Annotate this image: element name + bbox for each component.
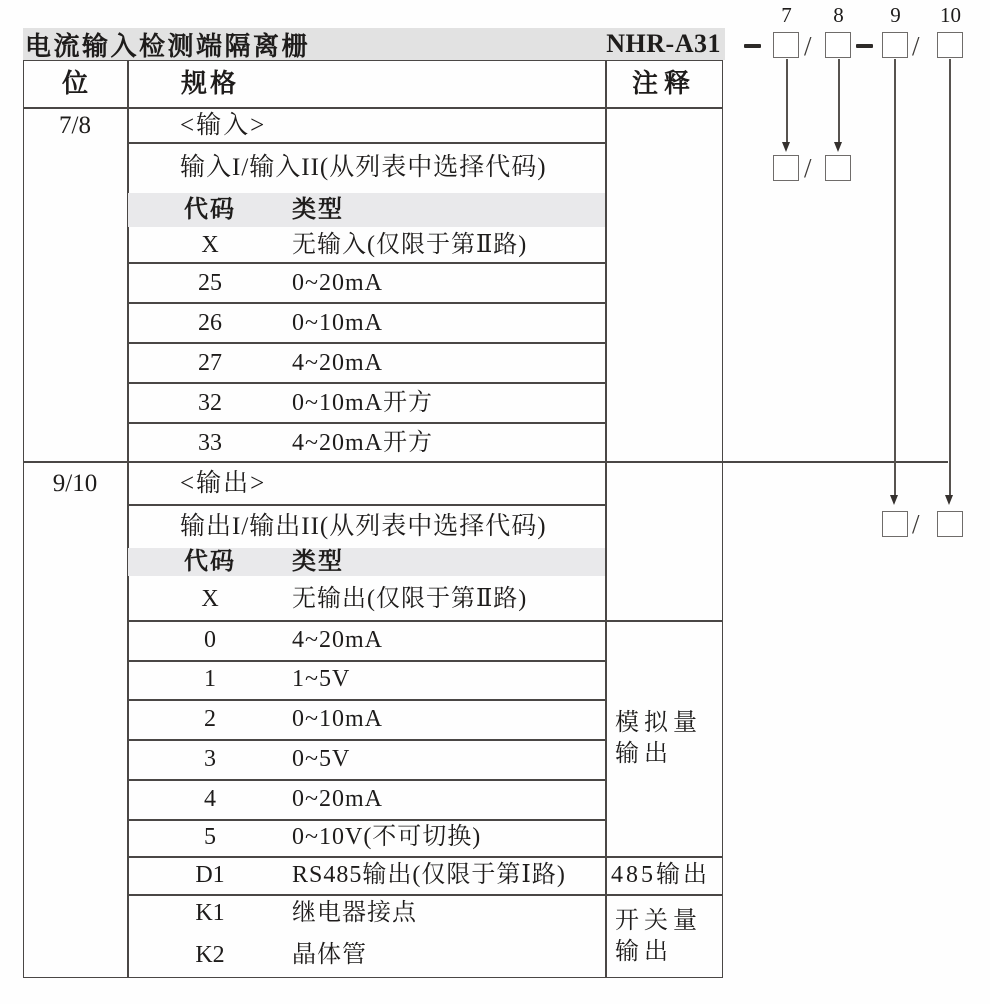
code-header-type: 类型 <box>292 549 344 575</box>
column-header-spec: 规格 <box>181 69 240 98</box>
note-line: 输出 <box>615 741 673 767</box>
slash-separator: / <box>912 509 920 539</box>
group-label-output: <输出> <box>180 470 267 497</box>
type-cell: 无输出(仅限于第Ⅱ路) <box>292 586 528 612</box>
output-code-box-II <box>937 511 963 537</box>
digit-label-7: 7 <box>781 3 792 27</box>
code-box-8 <box>825 32 851 58</box>
leader-line-9 <box>894 59 896 496</box>
type-cell: 4~20mA <box>292 627 383 653</box>
code-header-code: 代码 <box>184 197 236 223</box>
note-line: 模拟量 <box>615 710 702 736</box>
type-cell: 0~10mA <box>292 310 383 336</box>
note-line: 开关量 <box>615 907 702 934</box>
type-cell: 4~20mA开方 <box>292 430 433 456</box>
leader-line-7 <box>786 59 788 143</box>
code-cell: 32 <box>198 390 222 416</box>
code-cell: 4 <box>204 786 216 812</box>
section-rule-extended <box>23 461 948 463</box>
note-analog-output <box>605 622 723 856</box>
code-cell: 25 <box>198 270 222 296</box>
code-cell: 5 <box>204 824 216 850</box>
slash-separator: / <box>804 153 812 183</box>
slash-separator: / <box>912 31 920 61</box>
position-label: 7/8 <box>59 112 91 139</box>
arrowhead-down <box>890 495 898 505</box>
type-cell: RS485输出(仅限于第Ⅰ路) <box>292 862 566 888</box>
instruction-input: 输入I/输入II(从列表中选择代码) <box>180 154 547 181</box>
column-header-position: 位 <box>61 69 88 98</box>
instruction-output: 输出I/输出II(从列表中选择代码) <box>180 513 547 540</box>
header-rule <box>23 107 723 109</box>
page-title: 电流输入检测端隔离栅 <box>25 31 311 61</box>
type-cell: 0~5V <box>292 746 351 772</box>
type-cell: 0~10V(不可切换) <box>292 824 482 850</box>
code-box-10 <box>937 32 963 58</box>
code-cell: X <box>201 586 219 612</box>
type-cell: 晶体管 <box>292 942 367 968</box>
dash-separator <box>856 44 873 48</box>
type-cell: 0~20mA <box>292 786 383 812</box>
arrowhead-down <box>945 495 953 505</box>
code-cell: X <box>201 232 219 258</box>
leader-line-8 <box>838 59 840 143</box>
input-code-box-I <box>773 155 799 181</box>
code-cell: 1 <box>204 666 216 692</box>
code-box-7 <box>773 32 799 58</box>
type-cell: 4~20mA <box>292 350 383 376</box>
arrowhead-down <box>834 142 842 152</box>
dash-separator <box>744 44 761 48</box>
type-cell: 0~20mA <box>292 270 383 296</box>
group-label-input: <输入> <box>180 112 267 139</box>
code-cell: 26 <box>198 310 222 336</box>
leader-line-10 <box>949 59 951 496</box>
type-cell: 0~10mA <box>292 706 383 732</box>
code-cell: K2 <box>195 942 225 968</box>
digit-label-8: 8 <box>833 3 844 27</box>
note-switch-output <box>605 895 723 978</box>
code-header-code: 代码 <box>184 549 236 575</box>
code-cell: 27 <box>198 350 222 376</box>
type-cell: 继电器接点 <box>292 900 417 926</box>
code-box-9 <box>882 32 908 58</box>
input-code-box-II <box>825 155 851 181</box>
column-header-note: 注释 <box>631 69 696 98</box>
code-cell: D1 <box>195 862 225 888</box>
type-cell: 1~5V <box>292 666 351 692</box>
code-cell: 33 <box>198 430 222 456</box>
type-cell: 无输入(仅限于第Ⅱ路) <box>292 232 528 258</box>
code-cell: 0 <box>204 627 216 653</box>
arrowhead-down <box>782 142 790 152</box>
digit-label-10: 10 <box>940 3 961 27</box>
output-code-box-I <box>882 511 908 537</box>
slash-separator: / <box>804 31 812 61</box>
title-bar <box>23 28 725 60</box>
note-485-output: 485输出 <box>611 862 710 888</box>
code-cell: K1 <box>195 900 225 926</box>
note-line: 输出 <box>615 938 673 965</box>
model-number: NHR-A31 <box>606 29 721 58</box>
type-cell: 0~10mA开方 <box>292 390 433 416</box>
code-cell: 3 <box>204 746 216 772</box>
digit-label-9: 9 <box>890 3 901 27</box>
position-label: 9/10 <box>52 470 98 497</box>
code-cell: 2 <box>204 706 216 732</box>
code-header-type: 类型 <box>292 197 344 223</box>
